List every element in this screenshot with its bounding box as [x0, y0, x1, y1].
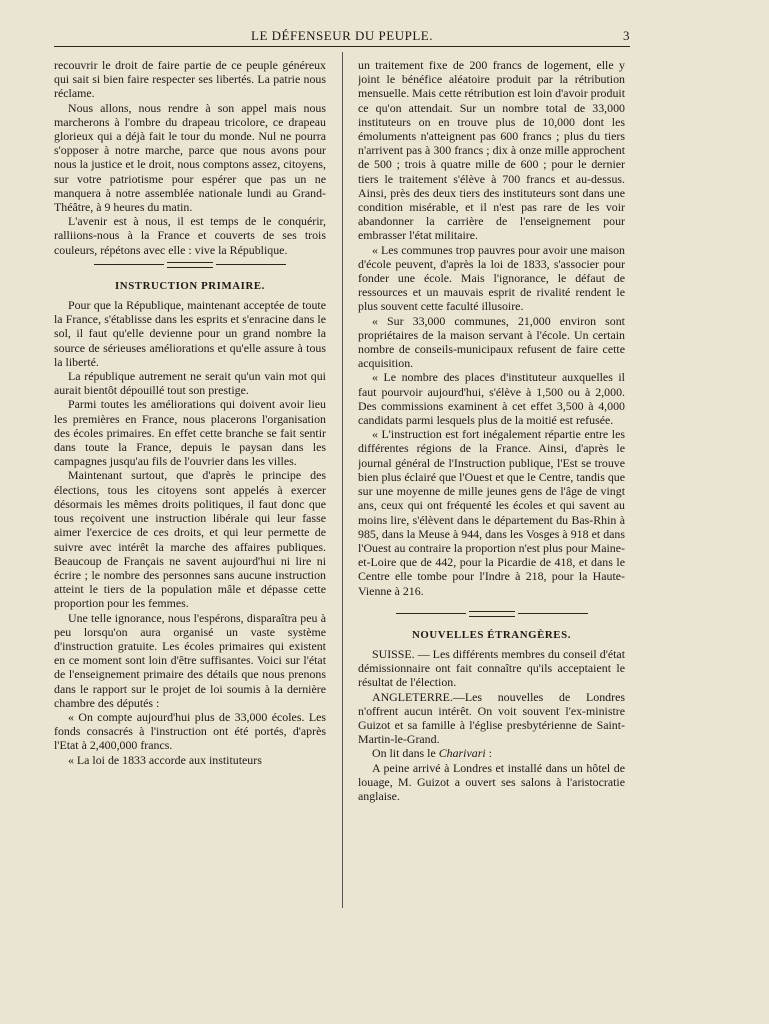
header-rule	[54, 46, 630, 47]
page-header	[54, 28, 630, 46]
paragraph: Une telle ignorance, nous l'espérons, disparaîtra peu à peu lorsqu'on aura organisé un vaste système d'instruction gratuite. Les écoles primaires qui existent en ce moment sont loin d'être suffisantes. Voici sur l'état de l'enseignement primaire des détails que nous prenons dans le rapport sur le projet de loi soumis à la dernière chambre des députés :	[54, 610, 326, 710]
paragraph: « L'instruction est fort inégalement répartie entre les différentes régions de la France. Ainsi, d'après le journal général de l'Instruction publique, l'Est se trouve bien plus éclairé que l'Ouest et que le Centre, tandis que sur une moyenne de mille jeunes gens de l'âge de vingt ans, ceux qui ont fréquenté les écoles et qui savent au moins lire, s'élèvent dans le département du Bas-Rhin à 985, dans la Meuse à 944, dans les Vosges à 918 et dans l'Ouest au contraire la proportion n'est plus pour Maine-et-Loire que de 442, pour la Picardie de 418, et dans le Centre elle tombe pour l'Indre à 218, pour la Haute-Vienne à 216.	[358, 427, 625, 598]
paragraph: Nous allons, nous rendre à son appel mais nous marcherons à l'ombre du drapeau tricolore, ce drapeau glorieux qui a déjà fait le tour du monde. Nul ne pourra s'opposer à notre marche, parce que nous avons pour nous la justice et le droit, nous comptons assez, citoyens, sur votre patriotisme pour espérer que pas un ne manquera à notre assemblée nationale lundi au Grand-Théâtre, à 9 heures du matin.	[54, 100, 326, 215]
paragraph: La république autrement ne serait qu'un vain mot qui aurait bientôt dépouillé tout son prestige.	[54, 369, 326, 398]
paragraph: « Sur 33,000 communes, 21,000 environ sont propriétaires de la maison servant à l'école. Un certain nombre de conseils-municipaux refusent de faire cette acquisition.	[358, 313, 625, 371]
country-label: ANGLETERRE.	[372, 689, 453, 704]
section-title-nouvelles-etrangeres: NOUVELLES ÉTRANGÈRES.	[412, 628, 571, 641]
charivari-name: Charivari	[438, 746, 486, 761]
intro-colon: :	[485, 746, 492, 761]
paragraph: Parmi toutes les améliorations qui doivent avoir lieu les premières en France, nous placerons l'organisation des écoles primaires. En effet cette branche se fait sentir dans toute la France, depuis le paysan dans les campagnes jusqu'au fils de l'ouvrier dans les villes.	[54, 397, 326, 469]
column-divider	[342, 52, 343, 908]
country-label: SUISSE.	[372, 646, 415, 661]
paragraph: « Le nombre des places d'instituteur auxquelles il faut pourvoir aujourd'hui, s'élève à 1,500 ou à 2,000. Des commissions examinent à cet effet 3,500 à 4,000 candidats parmi lesquels plus de la moitié est refusée.	[358, 370, 625, 428]
news-item-angleterre	[358, 690, 625, 747]
paragraph: Pour que la République, maintenant acceptée de toute la France, s'établisse dans les esprits et s'enracine dans le sol, il faut qu'elle devienne pour un grand nombre la source de sérieuses améliorations et qu'elle assure à tous la liberté.	[54, 298, 326, 369]
paragraph: « La loi de 1833 accorde aux instituteurs	[68, 752, 262, 767]
newspaper-title: LE DÉFENSEUR DU PEUPLE.	[251, 28, 433, 43]
right-column	[358, 58, 625, 938]
paragraph: recouvrir le droit de faire partie de ce peuple généreux qui sait si bien faire respecter ses libertés. La patrie nous réclame.	[54, 58, 326, 101]
paragraph: L'avenir est à nous, il est temps de le conquérir, ralliions-nous à la France et couverts de ses trois couleurs, répétons avec elle : vive la République.	[54, 214, 326, 257]
left-column	[54, 58, 326, 938]
section-separator	[358, 608, 625, 620]
news-text: — Les différents membres du conseil d'état démissionnaire ont fait connaître qu'ils acceptaient le résultat de l'élection.	[358, 646, 625, 690]
paragraph: « Les communes trop pauvres pour avoir une maison d'école peuvent, d'après la loi de 1833, s'associer pour fonder une école. Mais l'ignorance, le défaut de ressources et un mauvais esprit de rivalité rendent le plus souvent cette faculté illusoire.	[358, 242, 625, 314]
paragraph: Maintenant surtout, que d'après le principe des élections, tous les citoyens sont appelés à exercer désormais les mêmes droits politiques, il faut donc que tous reçoivent une instruction libérale qui leur fasse aimer l'exercice de ces droits, et qui leur permette de suivre avec intérêt la marche des affaires publiques. Beaucoup de Français ne savent aujourd'hui ni lire ni écrire ; le nombre des personnes sans aucune instruction atteint le tiers de la population mâle et dépasse cette proportion pour les femmes.	[54, 468, 326, 611]
page-number: 3	[623, 28, 630, 43]
intro-text: On lit dans le	[372, 746, 439, 761]
paragraph: A peine arrivé à Londres et installé dans un hôtel de louage, M. Guizot a ouvert ses salons à l'aristocratie anglaise.	[358, 760, 625, 803]
section-title-instruction-primaire: INSTRUCTION PRIMAIRE.	[115, 279, 265, 292]
news-text: —Les nouvelles de Londres n'offrent aucun intérêt. On voit souvent l'ex-ministre Guizot et sa famille à l'église presbytérienne de Saint-Martin-le-Grand.	[358, 689, 625, 747]
paragraph: « On compte aujourd'hui plus de 33,000 écoles. Les fonds consacrés à l'instruction ont été portés, d'après l'Etat à 2,400,000 francs.	[54, 709, 326, 753]
section-separator	[54, 259, 326, 271]
news-item-suisse	[358, 647, 625, 690]
paragraph: un traitement fixe de 200 francs de logement, elle y joint le bénéfice aléatoire produit par la rétribution mensuelle. Mais cette rétribution est loin d'avoir produit ce qu'on attendait. Sur un nombre total de 33,000 instituteurs on en trouve plus de 10,000 dont les émoluments n'atteignent pas 600 francs ; plus du tiers n'arrivent pas à 300 francs ; dix à onze mille approchent de 500 ; trois à quatre mille de 600 ; pour le dernier tiers le traitement s'élève à 700 francs et au-dessus. Ainsi, près des deux tiers des instituteurs sont dans une condition misérable, et il n'est pas rare de les voir abandonner la carrière de l'enseignement pour embrasser l'état militaire.	[358, 58, 625, 243]
charivari-intro	[358, 746, 625, 760]
